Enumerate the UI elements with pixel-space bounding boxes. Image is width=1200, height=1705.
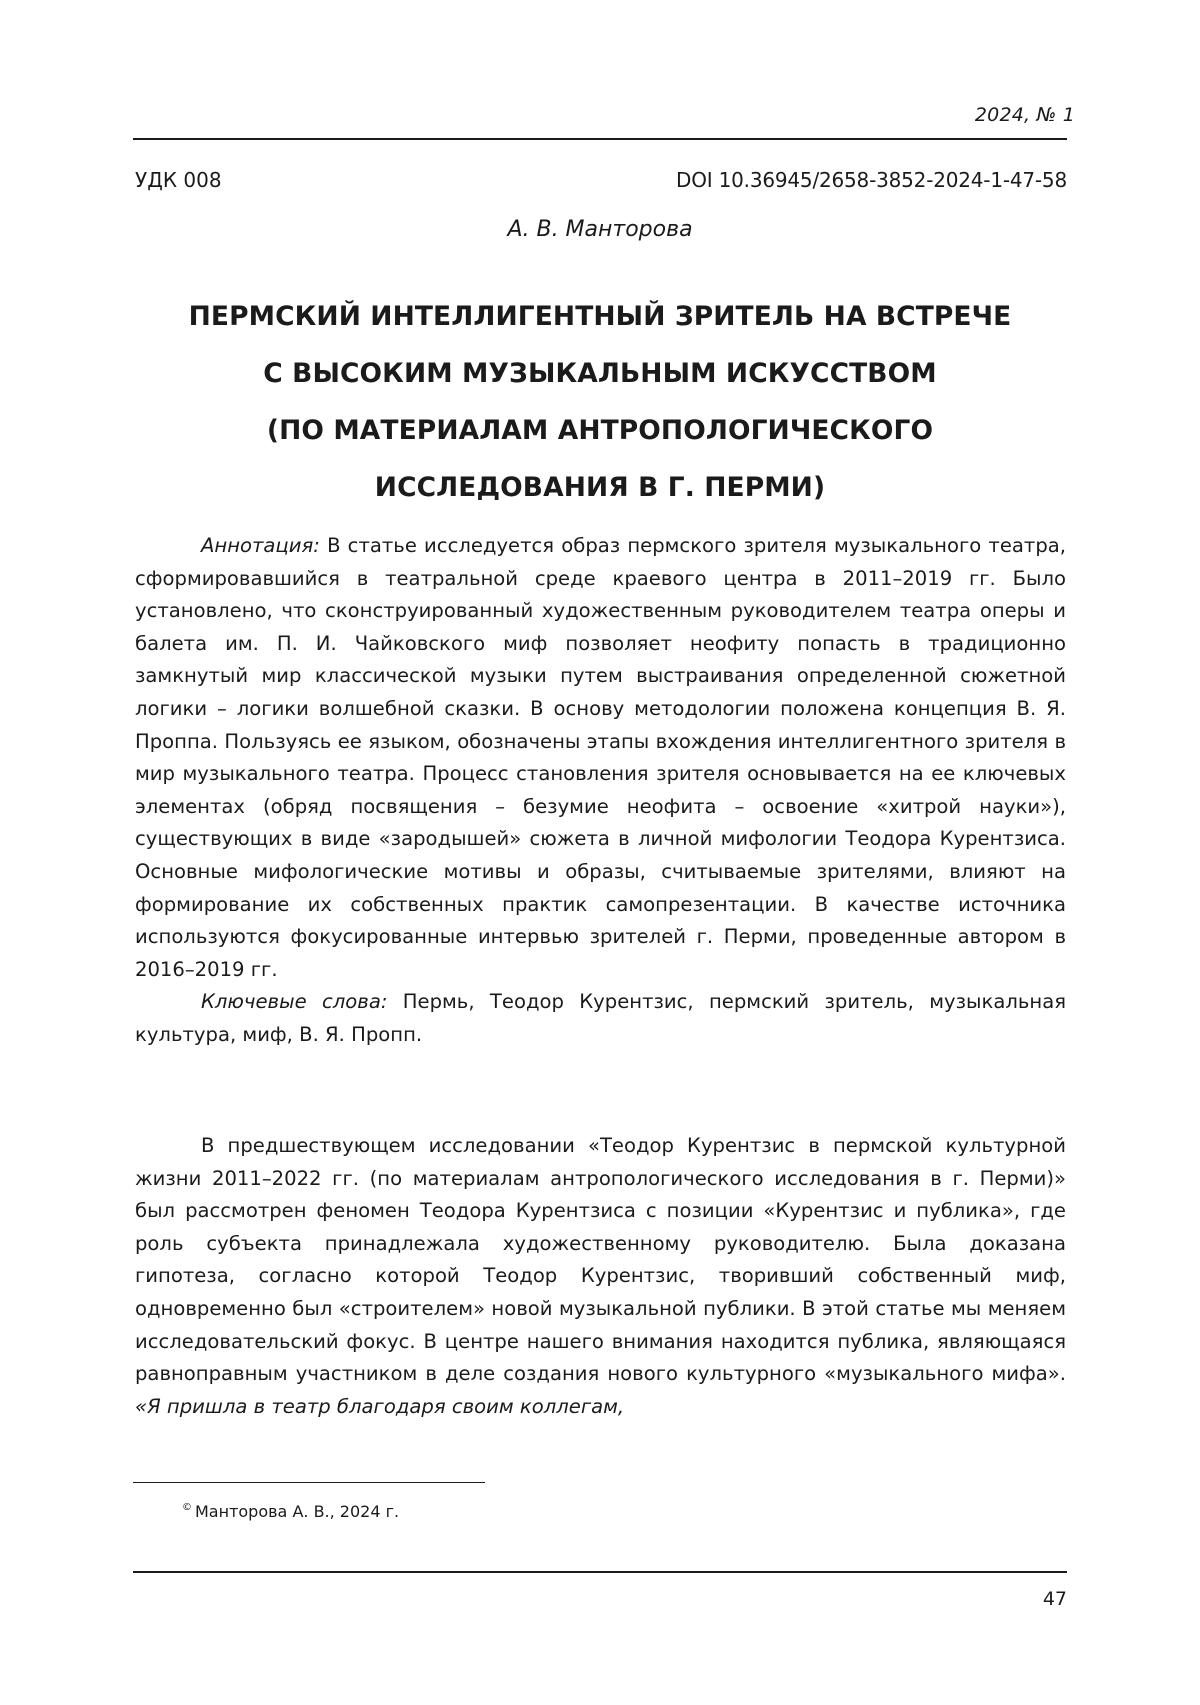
- footnote-rule: [133, 1482, 485, 1483]
- main-text-block: [135, 1130, 1066, 1423]
- journal-issue: 2024, № 1: [974, 104, 1075, 126]
- abstract-paragraph: [135, 530, 1066, 986]
- copyright-mark: ©: [182, 1502, 192, 1513]
- footnote-text: Манторова А. В., 2024 г.: [195, 1502, 400, 1521]
- title-line: С ВЫСОКИМ МУЗЫКАЛЬНЫМ ИСКУССТВОМ: [263, 358, 937, 389]
- udk-code: УДК 008: [135, 168, 222, 192]
- interview-quote: «Я пришла в театр благодаря своим коллегам,: [135, 1394, 625, 1418]
- abstract-label: Аннотация:: [201, 534, 320, 557]
- footer-rule: [133, 1571, 1067, 1573]
- copyright-footnote: [182, 1502, 399, 1521]
- page-number: 47: [1042, 1588, 1067, 1610]
- keywords-text: Пермь, Теодор Курентзис, пермский зритель, музыкальная культура, миф, В. Я. Пропп.: [135, 990, 1066, 1046]
- body-paragraph: [135, 1130, 1066, 1423]
- article-title: [150, 288, 1050, 516]
- title-line: (ПО МАТЕРИАЛАМ АНТРОПОЛОГИЧЕСКОГО: [266, 415, 934, 446]
- abstract-text: В статье исследуется образ пермского зрителя музыкального театра, сформировавшийся в театральной среде краевого центра в 2011–2019 гг. Было установлено, что сконструированный художественным руководителем театра оперы и балета им. П. И. Чайковского миф позволяет неофиту попасть в традиционно замкнутый мир классической музыки путем выстраивания определенной сюжетной логики – логики волшебной сказки. В основу методологии положена концепция В. Я. Проппа. Пользуясь ее языком, обозначены этапы вхождения интеллигентного зрителя в мир музыкального театра. Процесс становления зрителя основывается на ее ключевых элементах (обряд посвящения – безумие неофита – освоение «хитрой науки»), существующих в виде «зародышей» сюжета в личной мифологии Теодора Курентзиса. Основные мифологические мотивы и образы, считываемые зрителями, влияют на формирование их собственных практик самопрезентации. В качестве источника используются фокусированные интервью зрителей г. Перми, проведенные автором в 2016–2019 гг.: [135, 534, 1066, 981]
- keywords-paragraph: [135, 986, 1066, 1051]
- abstract-block: [135, 530, 1066, 1052]
- title-line: ИССЛЕДОВАНИЯ В Г. ПЕРМИ): [374, 472, 826, 503]
- body-paragraph-text: В предшествующем исследовании «Теодор Курентзис в пермской культурной жизни 2011–2022 гг. (по материалам антропологического исследования в г. Перми)» был рассмотрен феномен Теодора Курентзиса с позиции «Курентзис и публика», где роль субъекта принадлежала художественному руководителю. Была доказана гипотеза, согласно которой Теодор Курентзис, творивший собственный миф, одновременно был «строителем» новой музыкальной публики. В этой статье мы меняем исследовательский фокус. В центре нашего внимания находится публика, являющаяся равноправным участником в деле создания нового культурного «музыкального мифа».: [135, 1134, 1066, 1386]
- title-line: ПЕРМСКИЙ ИНТЕЛЛИГЕНТНЫЙ ЗРИТЕЛЬ НА ВСТРЕЧЕ: [188, 301, 1012, 332]
- author-name: А. В. Манторова: [507, 217, 693, 242]
- header-rule: [133, 138, 1067, 140]
- keywords-label: Ключевые слова:: [201, 990, 388, 1014]
- doi-identifier: DOI 10.36945/2658-3852-2024-1-47-58: [676, 168, 1067, 192]
